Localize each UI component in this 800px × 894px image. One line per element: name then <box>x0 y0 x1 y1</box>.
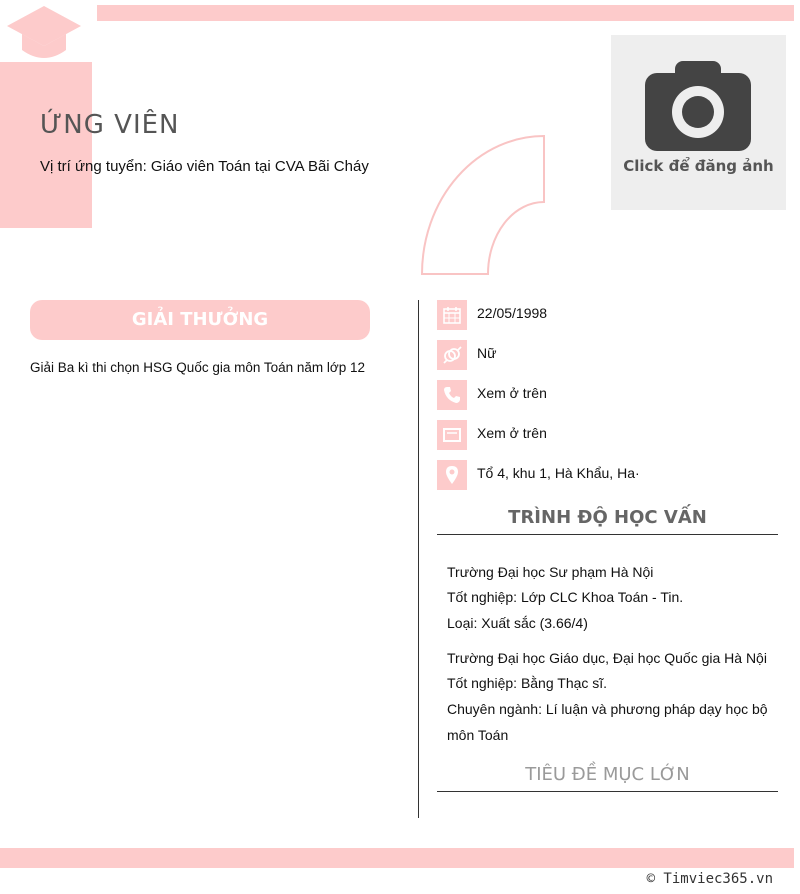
camera-icon <box>645 59 751 151</box>
calendar-icon <box>437 300 467 330</box>
location-icon <box>437 460 467 490</box>
email-icon <box>437 420 467 450</box>
education-section-title: TRÌNH ĐỘ HỌC VẤN <box>508 507 707 528</box>
phone-text: Xem ở trên <box>477 385 547 401</box>
contact-row-birthday <box>437 300 777 330</box>
education-major-2-cont: môn Toán <box>447 727 509 743</box>
education-divider <box>437 534 778 535</box>
education-degree-2: Tốt nghiệp: Bằng Thạc sĩ. <box>447 675 608 691</box>
photo-upload-button[interactable] <box>611 35 786 210</box>
address-text: Tổ 4, khu 1, Hà Khẩu, Ha· <box>477 465 640 481</box>
next-section-title: TIÊU ĐỀ MỤC LỚN <box>525 764 690 785</box>
education-major-2: Chuyên ngành: Lí luận và phương pháp dạy học bộ <box>447 701 768 717</box>
footer-credit: © Timviec365.vn <box>646 871 773 887</box>
education-school-1: Trường Đại học Sư phạm Hà Nội <box>447 564 654 580</box>
contact-row-address <box>437 460 777 490</box>
birthday-text: 22/05/1998 <box>477 305 548 321</box>
education-grade-1: Loại: Xuất sắc (3.66/4) <box>447 615 588 631</box>
awards-section-title: GIẢI THƯỞNG <box>30 300 370 340</box>
education-degree-1: Tốt nghiệp: Lớp CLC Khoa Toán - Tin. <box>447 589 684 605</box>
next-section-divider <box>437 791 778 792</box>
column-divider <box>418 300 419 818</box>
education-school-2: Trường Đại học Giáo dục, Đại học Quốc gia Hà Nội <box>447 650 767 666</box>
header-top-bar <box>97 5 794 21</box>
contact-row-gender <box>437 340 777 370</box>
contact-row-phone <box>437 380 777 410</box>
graduation-cap-icon <box>5 4 83 62</box>
footer-bar <box>0 848 794 868</box>
phone-icon <box>437 380 467 410</box>
gender-text: Nữ <box>477 345 497 361</box>
gender-icon <box>437 340 467 370</box>
email-text: Xem ở trên <box>477 425 547 441</box>
contact-row-email <box>437 420 777 450</box>
decorative-arc <box>418 132 548 278</box>
photo-upload-label: Click để đăng ảnh <box>623 157 774 175</box>
award-item: Giải Ba kì thi chọn HSG Quốc gia môn Toán năm lớp 12 <box>30 360 366 375</box>
candidate-name: ỨNG VIÊN <box>40 110 180 140</box>
header-left-block <box>0 62 92 228</box>
position-applied: Vị trí ứng tuyển: Giáo viên Toán tại CVA Bãi Cháy <box>40 158 369 175</box>
